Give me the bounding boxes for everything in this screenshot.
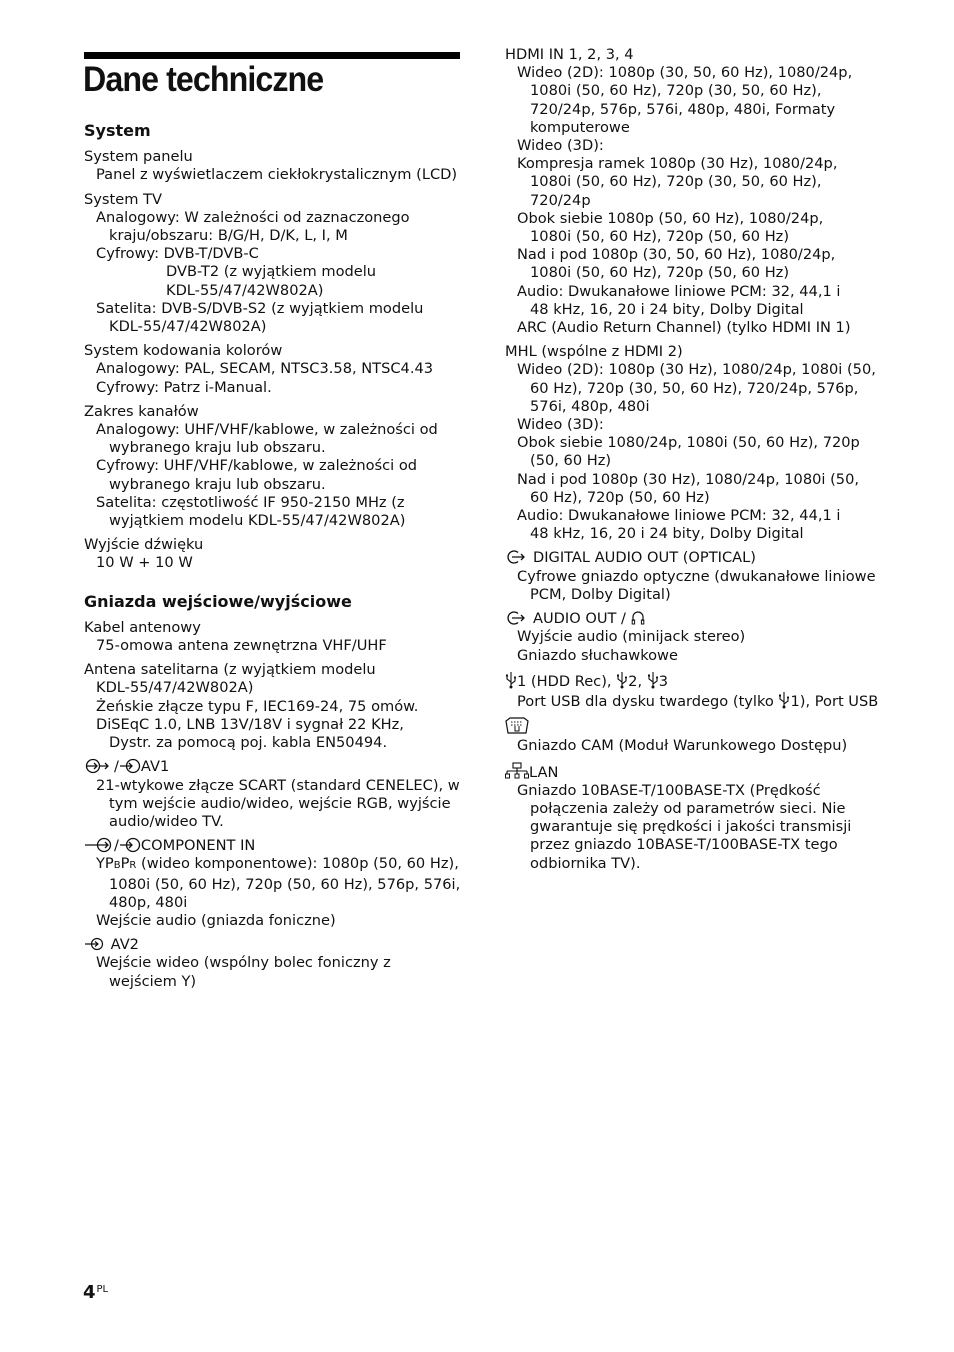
cam-slot-icon [505,717,529,735]
spec-av2: AV2 Wejście wideo (wspólny bolec foniczny z wejściem Y) [84,936,464,991]
spec-antenna-cable: Kabel antenowy 75-omowa antena zewnętrzna VHF/UHF [84,618,387,655]
output-jack-icon [505,549,533,565]
spec-panel-system: System panelu Panel z wyświetlaczem ciekłokrystalicznym (LCD) [84,148,458,184]
usb-icon [647,671,659,689]
title-rule [84,52,460,59]
spec-tv-system: System TV Analogowy: W zależności od zaznaczonego kraju/obszaru: B/G/H, D/K, L, I, M Cyfrowy: DVB-T/DVB-C DVB-T2 (z wyjątkiem modelu KDL-55/47/42W802A) Satelita: DVB-S/DVB-S2 (z wyjątkiem modelu KDL-55/47/42W802A) [84,190,424,336]
spec-digital-audio-out: DIGITAL AUDIO OUT (OPTICAL) Cyfrowe gniazdo optyczne (dwukanałowe liniowe PCM, Dolby Digital) [505,549,905,604]
usb-icon [616,671,628,689]
spec-usb: 1 (HDD Rec), 2, 3 Port USB dla dysku twardego (tylko 1), Port USB [505,671,905,711]
spec-sound-output: Wyjście dźwięku 10 W + 10 W [84,536,204,572]
output-jack-icon [505,610,533,626]
page-number: $4^{PL}$ [83,1282,109,1303]
input-arrow-icon [84,936,106,952]
section-heading-io: Gniazda wejściowe/wyjściowe [84,591,352,611]
spec-channel-range: Zakres kanałów Analogowy: UHF/VHF/kablowe, w zależności od wybranego kraju lub obszaru. Cyfrowy: UHF/VHF/kablowe, w zależności od wybranego kraju lub obszaru. Satelita: częstotliwość IF 950-2150 MHz (z wyjątkiem modelu KDL-55/47/42W802A) [84,402,438,530]
spec-color-system: System kodowania kolorów Analogowy: PAL, SECAM, NTSC3.58, NTSC4.43 Cyfrowy: Patrz i-Manual. [84,342,434,396]
output-arrow-icon [119,837,141,853]
section-heading-system: System [84,121,151,140]
headphones-icon [631,610,645,626]
input-arrow-icon [84,837,114,853]
usb-icon [778,691,790,709]
spec-lan: LAN Gniazdo 10BASE-T/100BASE-TX (Prędkość połączenia zależy od parametrów sieci. Nie gwarantuje się prędkości i jakości transmisji przez gniazdo 10BASE-T/100BASE-TX tego odbiornika TV). [505,762,905,873]
network-icon [505,762,529,780]
input-output-arrow-icon [84,758,114,774]
spec-mhl: MHL (wspólne z HDMI 2) Wideo (2D): 1080p (30 Hz), 1080/24p, 1080i (50, 60 Hz), 720p (30, 50, 60 Hz), 720/24p, 576p, 576i, 480p, 480i Wideo (3D): Obok siebie 1080/24p, 1080i (50, 60 Hz), 720p (50, 60 Hz) Nad i pod 1080p (30 Hz), 1080/24p, 1080i (50, 60 Hz), 720p (50, 60 Hz) Audio: Dwukanałowe liniowe PCM: 32, 44,1 i 48 kHz, 16, 20 i 24 bity, Dolby Digital [505,343,876,543]
right-column [505,46,905,879]
usb-icon [505,671,517,689]
spec-satellite-antenna: Antena satelitarna (z wyjątkiem modelu KDL-55/47/42W802A) Żeńskie złącze typu F, IEC169-24, 75 omów. DiSEqC 1.0, LNB 13V/18V i sygnał 22 KHz, Dystr. za pomocą poj. kabla EN50494. [84,661,419,752]
spec-cam: Gniazdo CAM (Moduł Warunkowego Dostępu) [505,717,905,755]
spec-hdmi-in: HDMI IN 1, 2, 3, 4 Wideo (2D): 1080p (30, 50, 60 Hz), 1080/24p, 1080i (50, 60 Hz), 720p (30, 50, 60 Hz), 720/24p, 576p, 576i, 480p, 480i, Formaty komputerowe Wideo (3D): Kompresja ramek 1080p (30 Hz), 1080/24p, 1080i (50, 60 Hz), 720p (30, 50, 60 Hz), 720/24p Obok siebie 1080p (50, 60 Hz), 1080/24p, 1080i (50, 60 Hz), 720p (50, 60 Hz) Nad i pod 1080p (30, 50, 60 Hz), 1080/24p, 1080i (50, 60 Hz), 720p (50, 60 Hz) Audio: Dwukanałowe liniowe PCM: 32, 44,1 i 48 kHz, 16, 20 i 24 bity, Dolby Digital ARC (Audio Return Channel) (tylko HDMI IN 1) [505,46,853,337]
spec-component-in: / COMPONENT IN YPBPR (wideo komponentowe): 1080p (50, 60 Hz), 1080i (50, 60 Hz), 720p (50, 60 Hz), 576p, 576i, 480p, 480i Wejście audio (gniazda foniczne) [84,837,464,930]
spec-av1: / AV1 21-wtykowe złącze SCART (standard CENELEC), w tym wejście audio/wideo, wejście RGB, wyjście audio/wideo TV. [84,758,464,831]
left-column [84,122,464,997]
spec-audio-out: AUDIO OUT / Wyjście audio (minijack stereo) Gniazdo słuchawkowe [505,610,905,665]
output-arrow-icon [119,758,141,774]
page-title: Dane techniczne [83,60,324,99]
